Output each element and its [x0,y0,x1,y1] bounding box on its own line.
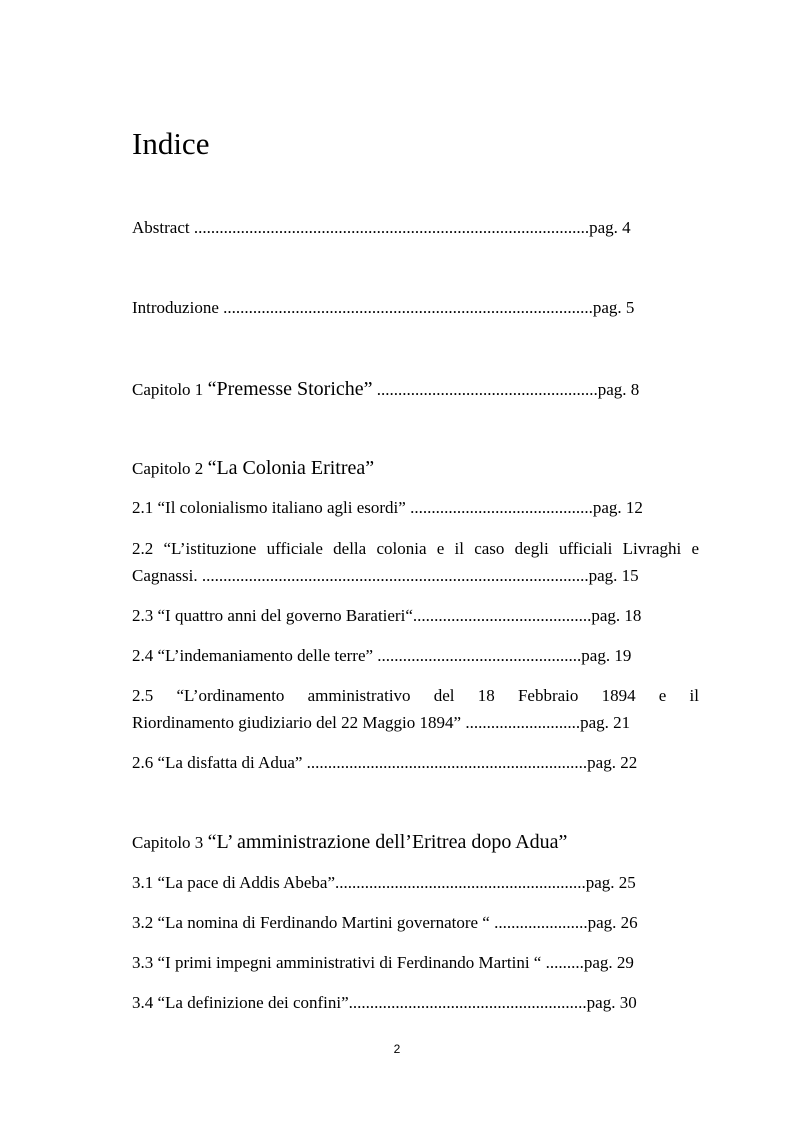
toc-entry-2-2-line1[interactable]: 2.2 “L’istituzione ufficiale della colonia e il caso degli ufficiali Livraghi e [132,539,699,558]
toc-entry-2-5[interactable] [132,712,685,734]
entry-page: pag. 30 [586,993,637,1012]
toc-entry-introduzione[interactable] [132,297,685,319]
toc-entry-2-5-line1[interactable]: 2.5 “L’ordinamento amministrativo del 18 Febbraio 1894 e il [132,686,699,705]
page-title: Indice [132,126,210,161]
chapter-prefix: Capitolo 1 [132,380,208,399]
entry-text: 2.3 “I quattro anni del governo Baratieri“ [132,606,413,625]
entry-text: 2.6 “La disfatta di Adua” [132,753,307,772]
leader-dots: ........................................................ [348,993,587,1012]
leader-dots: ........................... [465,713,581,732]
entry-text: 3.4 “La definizione dei confini” [132,993,349,1012]
toc-entry-2-1[interactable] [132,497,685,519]
entry-page: pag. 25 [585,873,636,892]
entry-text: Cagnassi. [132,566,202,585]
entry-text: 3.1 “La pace di Addis Abeba” [132,873,335,892]
entry-text: 3.2 “La nomina di Ferdinando Martini governatore “ [132,913,495,932]
entry-page: pag. 15 [588,566,639,585]
entry-page: pag. 12 [592,498,643,517]
entry-page: pag. 21 [580,713,631,732]
leader-dots: ...................... [494,913,588,932]
entry-text: 3.3 “I primi impegni amministrativi di Ferdinando Martini “ [132,953,546,972]
entry-text: Abstract [132,218,194,237]
leader-dots: .................................................................. [306,753,588,772]
chapter-prefix: Capitolo 3 [132,833,208,852]
entry-page: pag. 5 [592,298,635,317]
leader-dots: .......................................... [412,606,592,625]
leader-dots: .................................................... [372,380,598,399]
toc-entry-3-2[interactable] [132,912,685,934]
toc-chapter-3-heading[interactable] [132,829,685,856]
leader-dots: ................................................ [377,646,582,665]
toc-entry-3-1[interactable] [132,872,685,894]
entry-page: pag. 19 [581,646,632,665]
chapter-title: “L’ amministrazione dell’Eritrea dopo Adua” [207,831,568,853]
toc-entry-capitolo-1[interactable] [132,376,685,403]
toc-entry-3-3[interactable] [132,952,685,974]
leader-dots: ......... [545,953,584,972]
entry-page: pag. 22 [587,753,638,772]
entry-page: pag. 18 [591,606,642,625]
toc-entry-2-6[interactable] [132,752,685,774]
entry-text: Introduzione [132,298,224,317]
entry-text: 2.1 “Il colonialismo italiano agli esordi” [132,498,411,517]
toc-entry-2-2[interactable] [132,565,685,587]
page-number: 2 [393,1042,401,1056]
leader-dots: ........................................................................................... [201,566,589,585]
entry-page: pag. 8 [597,380,640,399]
entry-page: pag. 29 [583,953,634,972]
leader-dots: ............................................................................................. [193,218,590,237]
entry-page: pag. 4 [589,218,631,237]
toc-entry-abstract[interactable] [132,217,685,239]
entry-text: Riordinamento giudiziario del 22 Maggio 1894” [132,713,466,732]
leader-dots: ........................................................... [335,873,586,892]
leader-dots: ........................................... [410,498,593,517]
toc-entry-2-4[interactable] [132,645,685,667]
chapter-prefix: Capitolo 2 [132,459,208,478]
toc-chapter-2-heading[interactable] [132,455,685,482]
chapter-title: “La Colonia Eritrea” [207,457,375,479]
toc-entry-3-4[interactable] [132,992,685,1014]
toc-entry-2-3[interactable] [132,605,685,627]
entry-text: 2.4 “L’indemaniamento delle terre” [132,646,378,665]
leader-dots: ....................................................................................... [223,298,593,317]
entry-page: pag. 26 [587,913,638,932]
chapter-title: “Premesse Storiche” [207,378,373,400]
